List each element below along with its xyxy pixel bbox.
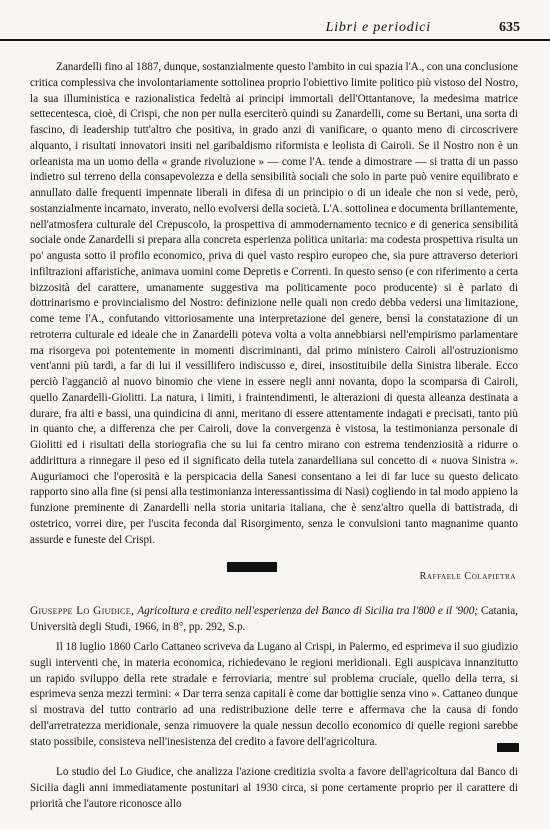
review-heading: [30, 604, 518, 636]
redaction-mark: [227, 562, 277, 572]
book-publication-info: Catania, Università degli Studi, 1966, in 8°, pp. 292, S.p.: [30, 605, 519, 633]
redaction-mark: [497, 743, 519, 752]
paragraph-review-continuation: [30, 60, 518, 548]
paragraph-review-body: [30, 765, 518, 812]
paragraph-text: Zanardelli fino al 1887, dunque, sostanzialmente questo l'ambito in cui spazia l'A., con una conclusione critica complessiva che involontariamente sottolinea proprio l'obiettivo limite politico più vistoso del Nostro, la sua illuministica e razionalistica fedeltà ai principi immortali dell'Ottantanove, la medesima matrice settecentesca, cioè, di Crispi, che non per nulla eserciterò quindi su Zanardelli, come su Bertani, una sorta di fascino, di leadership tutt'altro che positiva, in grado anzi di vanificare, o quanto meno di circoscrivere alquanto, i risultati innovatori insiti nel garibaldismo riformista e leolista di Cairoli. Se il Nostro non è un orleanista ma un uomo della « grande rivoluzione » — come l'A. tende a dimostrare — si tratta di un passo indietro sul terreno della consapevolezza e della sensibilità sociali che solo in parte può venire equilibrato e annullato dalle frequenti impennate liberali in difesa di un principio o di un ideale che non si vede, però, sostanzialmente incarnato, inverato, nello evolversi della società. L'A. sottolinea e documenta brillantemente, nell'atmosfera culturale del Crepuscolo, la prospettiva di ammodernamento tecnico e di generica sensibilità sociale onde Zanardelli si prepara alla concreta esperienza politica unitaria: ma codesta prospettiva risulta un po' angusta sotto il profilo economico, priva di quel vasto respiro europeo che, sia pure attraverso deteriori infiltrazioni affaristiche, animava uomini come Depretis e Correnti. In questo senso (e con riferimento a certa bizzosità del carattere, umanamente suggestiva ma politicamente poco producente) si è parlato di dottrinarismo e provincialismo del Nostro: definizione nelle quali non credo debba vedersi una limitazione, come teme l'A., confutando vittoriosamente una interpretazione del genere, bensì la constatazione di un retroterra culturale ed ideale che in Zanardelli poteva volta a volta annebbiarsi nell'empirismo parlamentare ma risorgeva poi potentemente in momenti discriminanti, dal primo ministero Cairoli all'ostruzionismo vent'anni più tardi, a far di lui il vessillifero indiscusso e, direi, insostituibile della Sinistra liberale. Ecco perciò l'agganciò al nuovo binomio che viene in essere negli anni novanta, dopo la scomparsa di Cairoli, quello Zanardelli-Giolitti. La natura, i limiti, i fraintendimenti, le alterazioni di questa alleanza destinata a durare, fra alti e bassi, una quindicina di anni, meritano di essere attentamente indagati e precisati, tanto più in quanto che, a differenza che per Cairoli, dove la convergenza è vistosa, la testimonianza personale di Giolitti ed i risultati della storiografia che su lui fa centro mirano con estrema tendenziosità a ridurre o addirittura a rinnegare il peso ed il significato della tutela zanardelliana sul concetto di « nuova Sinistra ». Auguriamoci che l'operosità e la perspicacia della Sanesi consentano a lei di far luce su questo delicato rapporto sino alla fine (si pensi alla testimonianza interessantissima di Nasi) cogliendo in tal modo appieno la funzione preminente di Zanardelli nella storia unitaria italiana, che è senz'altro quella di battistrada, di ostetrico, vorrei dire, per l'uscita feconda dal Risorgimento, senza le convulsioni tanto magnanime quanto assurde e funeste del Crispi.: [30, 61, 518, 546]
paragraph-text: Il 18 luglio 1860 Carlo Cattaneo scriveva da Lugano al Crispi, in Palermo, ed esprimeva il suo giudizio sugli interventi che, in materia economica, richiedevano le regioni meridionali. Egli auspicava innanzitutto un rapido sviluppo della rete stradale e ferroviaria, mentre sul problema cruciale, quello della terra, si esprimeva senza mezzi termini: « Dar terra senza capitali è come dar bottiglie senza vino ». Cattaneo dunque si mostrava del tutto contrario ad una redistribuzione delle terre e affermava che la causa di fondo dell'arretratezza meridionale, senza rimuovere la quale nessun decollo economico di quelle regioni sarebbe stato possibile, consisteva nell'inesistenza del credito a favore dell'agricoltura.: [30, 641, 518, 748]
running-header: [40, 20, 520, 38]
header-rule: [0, 39, 550, 41]
book-title: Agricoltura e credito nell'esperienza del Banco di Sicilia tra l'800 e il '900;: [137, 605, 479, 617]
paragraph-review-intro: [30, 640, 518, 750]
book-author: Giuseppe Lo Giudice,: [30, 605, 135, 617]
reviewer-signature: Raffaele Colapietra: [419, 571, 516, 582]
paragraph-text: Lo studio del Lo Giudice, che analizza l'azione creditizia svolta a favore dell'agricoltura dal Banco di Sicilia dagli anni immediatamente postunitari al 1930 circa, si pone certamente proprio per il carattere di priorità che l'autore riconosce allo: [30, 766, 518, 810]
running-title: Libri e periodici: [325, 20, 431, 35]
page-number: 635: [499, 20, 520, 35]
